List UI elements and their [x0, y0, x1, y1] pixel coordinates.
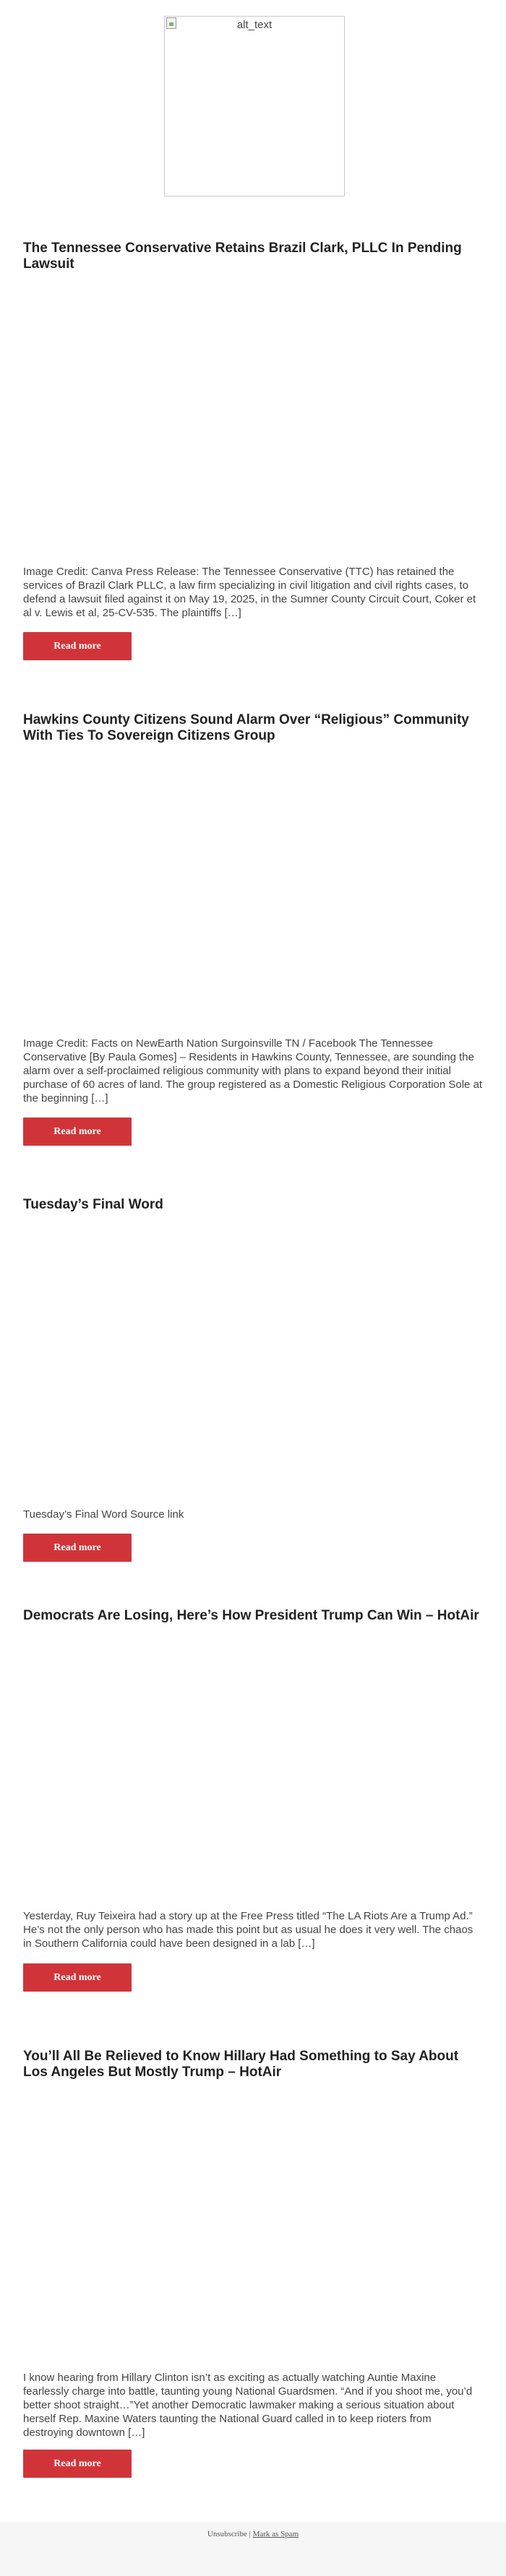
mark-as-spam-link[interactable]: Mark as Spam [252, 2530, 299, 2538]
article-excerpt: Image Credit: Facts on NewEarth Nation Surgoinsville TN / Facebook The Tennessee Conservative [By Paula Gomes] – Residents in Hawkins County, Tennessee, are sounding the alarm over a self-proclaimed religious community with plans to expand beyond their initial purchase of 60 acres of land. The group registered as a Domestic Religious Corporation Sole at the beginning […] [23, 1037, 483, 1105]
read-more-button[interactable]: Read more [23, 2450, 132, 2478]
article-excerpt: Yesterday, Ruy Teixeira had a story up at the Free Press titled “The LA Riots Are a Trump Ad.” He’s not the only person who has made this point but as usual he does it very well. The chaos in Southern California could have been designed in a lab […] [23, 1910, 473, 1950]
article-excerpt: I know hearing from Hillary Clinton isn’t as exciting as actually watching Auntie Maxine fearlessly charge into battle, taunting young National Guardsmen. “And if you shoot me, you’d better shoot straight…”Yet another Democratic lawmaker making a serious situation about herself Rep. Maxine Waters taunting the National Guard called in to keep rioters from destroying downtown […] [23, 2372, 473, 2439]
article-title[interactable]: The Tennessee Conservative Retains Brazil Clark, PLLC In Pending Lawsuit [23, 241, 462, 272]
read-more-button[interactable]: Read more [23, 1963, 132, 1992]
article-title[interactable]: Tuesday’s Final Word [23, 1197, 163, 1212]
article-image[interactable] [23, 1633, 483, 1903]
article-image[interactable] [23, 753, 483, 1024]
article-1 [23, 241, 483, 652]
article-image[interactable] [23, 281, 483, 552]
article-3 [23, 1197, 483, 1553]
read-more-button[interactable]: Read more [23, 1118, 132, 1146]
article-excerpt: Tuesday’s Final Word Source link [23, 1508, 184, 1521]
read-more-button[interactable]: Read more [23, 632, 132, 660]
footer-links [0, 2530, 506, 2538]
footer-separator: | [249, 2530, 251, 2538]
unsubscribe-link[interactable]: Unsubscribe [207, 2530, 247, 2538]
article-image[interactable] [23, 1222, 483, 1492]
logo-alt-text: alt_text [236, 19, 273, 31]
article-image[interactable] [23, 2089, 483, 2360]
read-more-button[interactable]: Read more [23, 1534, 132, 1562]
email-footer [0, 2522, 506, 2576]
article-title[interactable]: Democrats Are Losing, Here’s How President Trump Can Win – HotAir [23, 1608, 479, 1623]
article-title[interactable]: Hawkins County Citizens Sound Alarm Over “Religious” Community With Ties To Sovereign Citizens Group [23, 712, 469, 743]
logo-image [164, 16, 345, 196]
article-5 [23, 2049, 483, 2469]
article-4 [23, 1608, 483, 1983]
article-2 [23, 712, 483, 1137]
article-title[interactable]: You’ll All Be Relieved to Know Hillary Had Something to Say About Los Angeles But Mostly Trump – HotAir [23, 2049, 459, 2080]
article-excerpt: Image Credit: Canva Press Release: The Tennessee Conservative (TTC) has retained the services of Brazil Clark PLLC, a law firm specializing in civil litigation and civil rights cases, to defend a lawsuit filed against it on May 19, 2025, in the Sumner County Circuit Court, Coker et al v. Lewis et al, 25-CV-535. The plaintiffs […] [23, 566, 476, 619]
